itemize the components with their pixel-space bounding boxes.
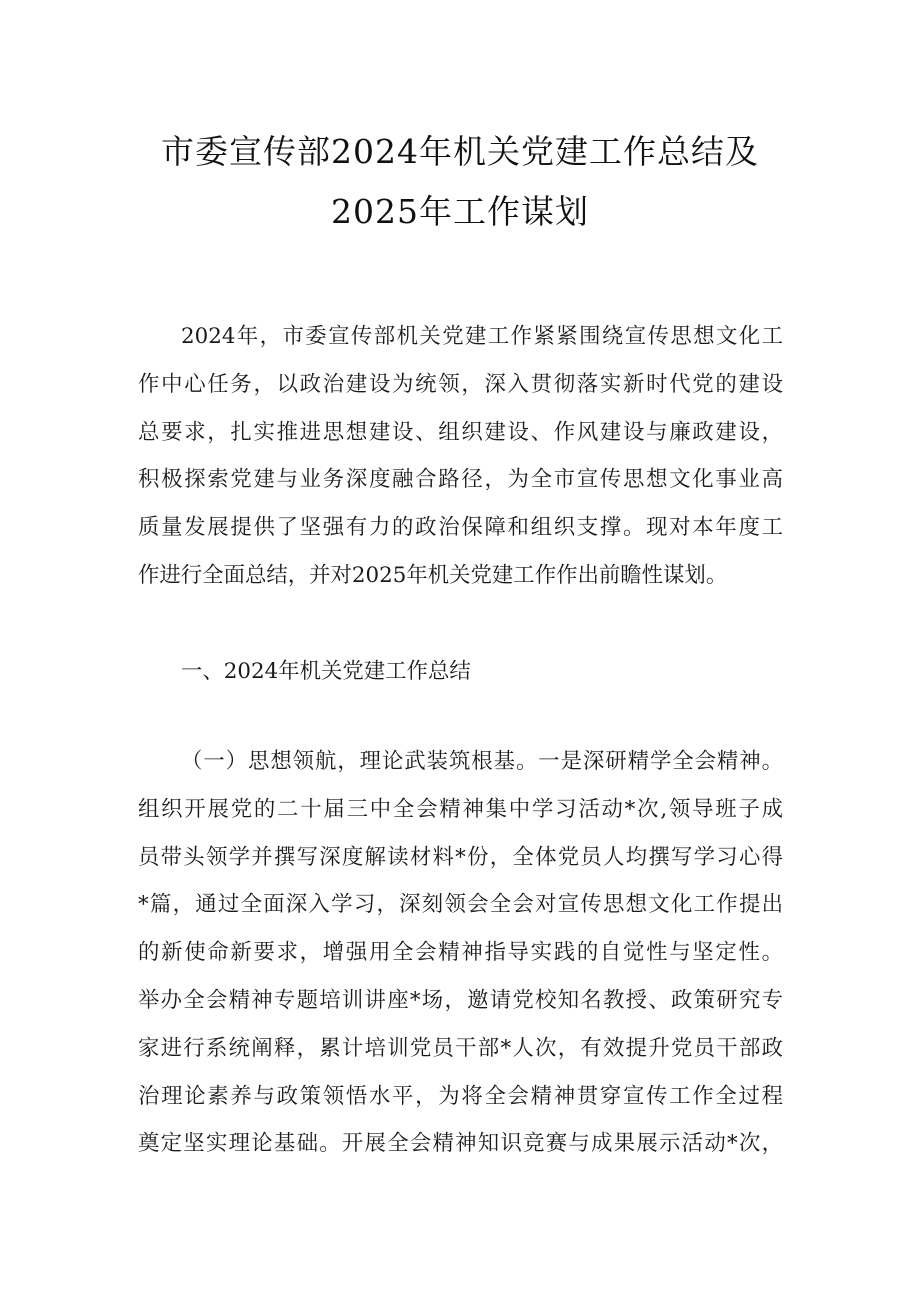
- intro-line: 质量发展提供了坚强有力的政治保障和组织支撑。现对本年度工: [138, 515, 783, 541]
- section1-line: 举办全会精神专题培训讲座*场，邀请党校知名教授、政策研究专: [138, 987, 783, 1013]
- section1-line: 组织开展党的二十届三中全会精神集中学习活动*次,领导班子成: [138, 796, 783, 822]
- section1-line: 治理论素养与政策领悟水平，为将全会精神贯穿宣传工作全过程: [138, 1083, 783, 1109]
- section1-paragraph: [138, 738, 783, 1168]
- section1-line: 员带头领学并撰写深度解读材料*份，全体党员人均撰写学习心得: [138, 844, 783, 870]
- intro-line: 总要求，扎实推进思想建设、组织建设、作风建设与廉政建设，: [138, 419, 783, 445]
- intro-line: 作进行全面总结，并对2025年机关党建工作作出前瞻性谋划。: [138, 562, 728, 588]
- document-title-line1: 市委宣传部2024年机关党建工作总结及: [161, 132, 759, 171]
- intro-line: 2024年，市委宣传部机关党建工作紧紧围绕宣传思想文化工: [181, 324, 783, 349]
- section1-line: 家进行系统阐释，累计培训党员干部*人次，有效提升党员干部政: [138, 1035, 783, 1061]
- intro-paragraph: [138, 313, 783, 600]
- section1-line: （一）思想领航，理论武装筑根基。一是深研精学全会精神。: [181, 749, 783, 774]
- section1-line: 奠定坚实理论基础。开展全会精神知识竞赛与成果展示活动*次，: [138, 1131, 783, 1157]
- section1-line: *篇，通过全面深入学习，深刻领会全会对宣传思想文化工作提出: [138, 892, 783, 918]
- document-title-line2: 2025年工作谋划: [331, 192, 589, 231]
- intro-line: 积极探索党建与业务深度融合路径，为全市宣传思想文化事业高: [138, 467, 783, 493]
- section-heading-1: 一、2024年机关党建工作总结: [181, 659, 471, 684]
- intro-line: 作中心任务，以政治建设为统领，深入贯彻落实新时代党的建设: [138, 371, 783, 397]
- section1-line: 的新使命新要求，增强用全会精神指导实践的自觉性与坚定性。: [138, 940, 783, 966]
